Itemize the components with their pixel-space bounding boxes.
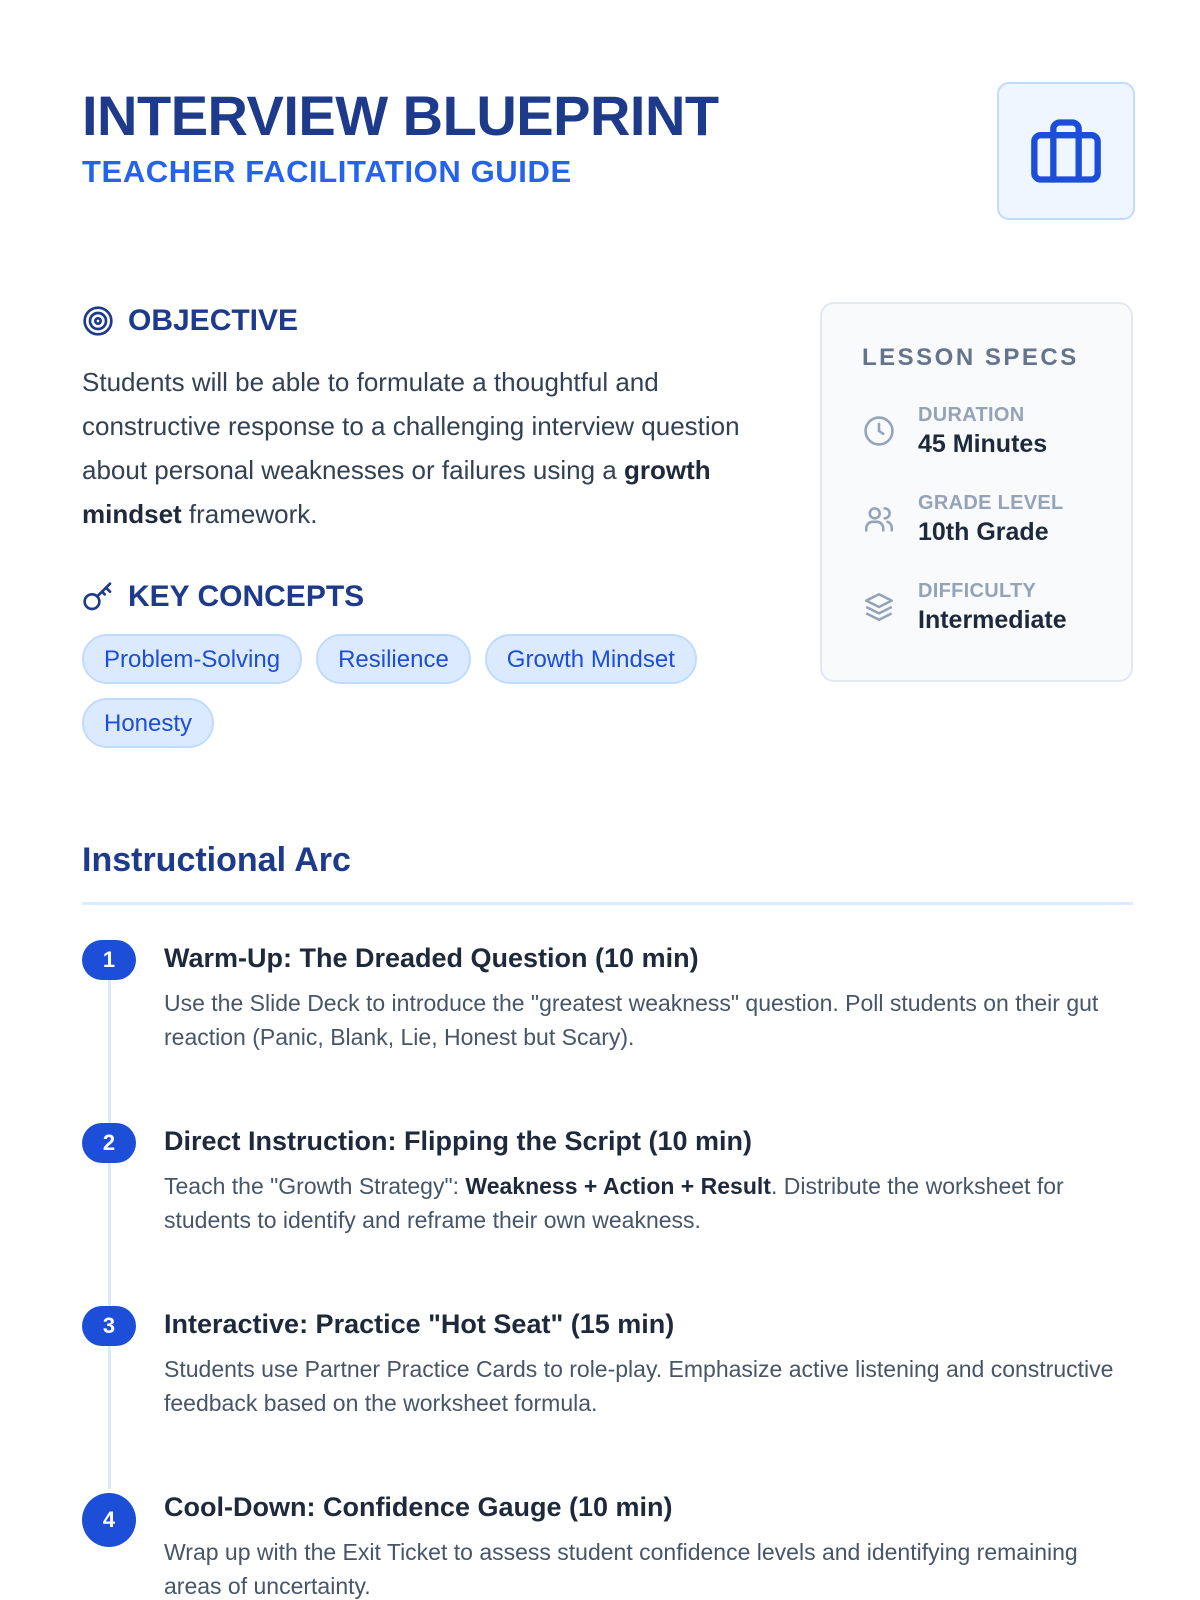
page-title: INTERVIEW BLUEPRINT	[82, 84, 719, 147]
concept-tag: Growth Mindset	[485, 634, 697, 684]
step-description: Use the Slide Deck to introduce the "greatest weakness" question. Poll students on their gut reaction (Panic, Blank, Lie, Honest but Scary).	[164, 990, 1099, 1050]
step-description: Wrap up with the Exit Ticket to assess student confidence levels and identifying remaining areas of uncertainty.	[164, 1539, 1078, 1599]
spec-value: 10th Grade	[918, 518, 1049, 546]
instructional-arc-title: Instructional Arc	[82, 841, 351, 879]
step-number-badge: 3	[82, 1306, 136, 1346]
spec-label: DURATION	[918, 404, 1025, 426]
key-concepts-heading	[82, 580, 742, 614]
spec-label: GRADE LEVEL	[918, 492, 1064, 514]
clock-icon	[862, 414, 896, 448]
briefcase-icon	[1028, 113, 1104, 189]
step-number-badge: 4	[82, 1493, 136, 1547]
spec-value: 45 Minutes	[918, 430, 1048, 458]
step-title: Direct Instruction: Flipping the Script (10 min)	[164, 1126, 753, 1156]
step-description: Students use Partner Practice Cards to role-play. Emphasize active listening and constructive feedback based on the worksheet formula.	[164, 1356, 1114, 1416]
spec-duration	[862, 402, 1091, 460]
timeline-line	[108, 1159, 111, 1306]
lesson-specs-title: LESSON SPECS	[862, 344, 1079, 371]
step-item	[82, 1306, 1133, 1489]
users-icon	[862, 502, 896, 536]
step-number-badge: 1	[82, 940, 136, 980]
objective-text: Students will be able to formulate a thoughtful and constructive response to a challenging interview question about personal weaknesses or failures using a growth mindset framework.	[82, 367, 740, 529]
timeline-line	[108, 1342, 111, 1489]
objective-heading-label: OBJECTIVE	[128, 304, 299, 337]
step-formula: Weakness + Action + Result	[465, 1173, 771, 1199]
step-number-badge: 2	[82, 1123, 136, 1163]
concept-tag: Problem-Solving	[82, 634, 302, 684]
target-icon	[82, 305, 114, 337]
page-subtitle: TEACHER FACILITATION GUIDE	[82, 154, 572, 189]
step-item	[82, 1489, 1133, 1600]
spec-difficulty	[862, 578, 1091, 636]
layers-icon	[862, 590, 896, 624]
objective-section	[82, 304, 742, 536]
concept-tag: Resilience	[316, 634, 471, 684]
spec-label: DIFFICULTY	[918, 580, 1037, 602]
key-icon	[82, 581, 114, 613]
instructional-steps	[82, 940, 1133, 1600]
lesson-specs-card	[820, 302, 1133, 682]
briefcase-badge	[997, 82, 1135, 220]
key-concepts-heading-label: KEY CONCEPTS	[128, 580, 365, 613]
key-concepts-section	[82, 580, 742, 748]
divider	[82, 902, 1133, 905]
step-item	[82, 940, 1133, 1123]
step-description: Teach the "Growth Strategy": Weakness + Action + Result. Distribute the worksheet for students to identify and reframe their own weakness.	[164, 1173, 1064, 1233]
spec-value: Intermediate	[918, 606, 1067, 634]
spec-grade-level	[862, 490, 1091, 548]
instructional-arc-header	[82, 838, 1133, 905]
step-item	[82, 1123, 1133, 1306]
timeline-line	[108, 976, 111, 1123]
page-header	[82, 84, 1132, 224]
objective-heading	[82, 304, 742, 338]
concept-tag: Honesty	[82, 698, 214, 748]
concept-tags	[82, 634, 742, 748]
step-title: Cool-Down: Confidence Gauge (10 min)	[164, 1492, 673, 1522]
step-title: Interactive: Practice "Hot Seat" (15 min)	[164, 1309, 675, 1339]
objective-emphasis: growth mindset	[82, 455, 711, 529]
step-title: Warm-Up: The Dreaded Question (10 min)	[164, 943, 699, 973]
